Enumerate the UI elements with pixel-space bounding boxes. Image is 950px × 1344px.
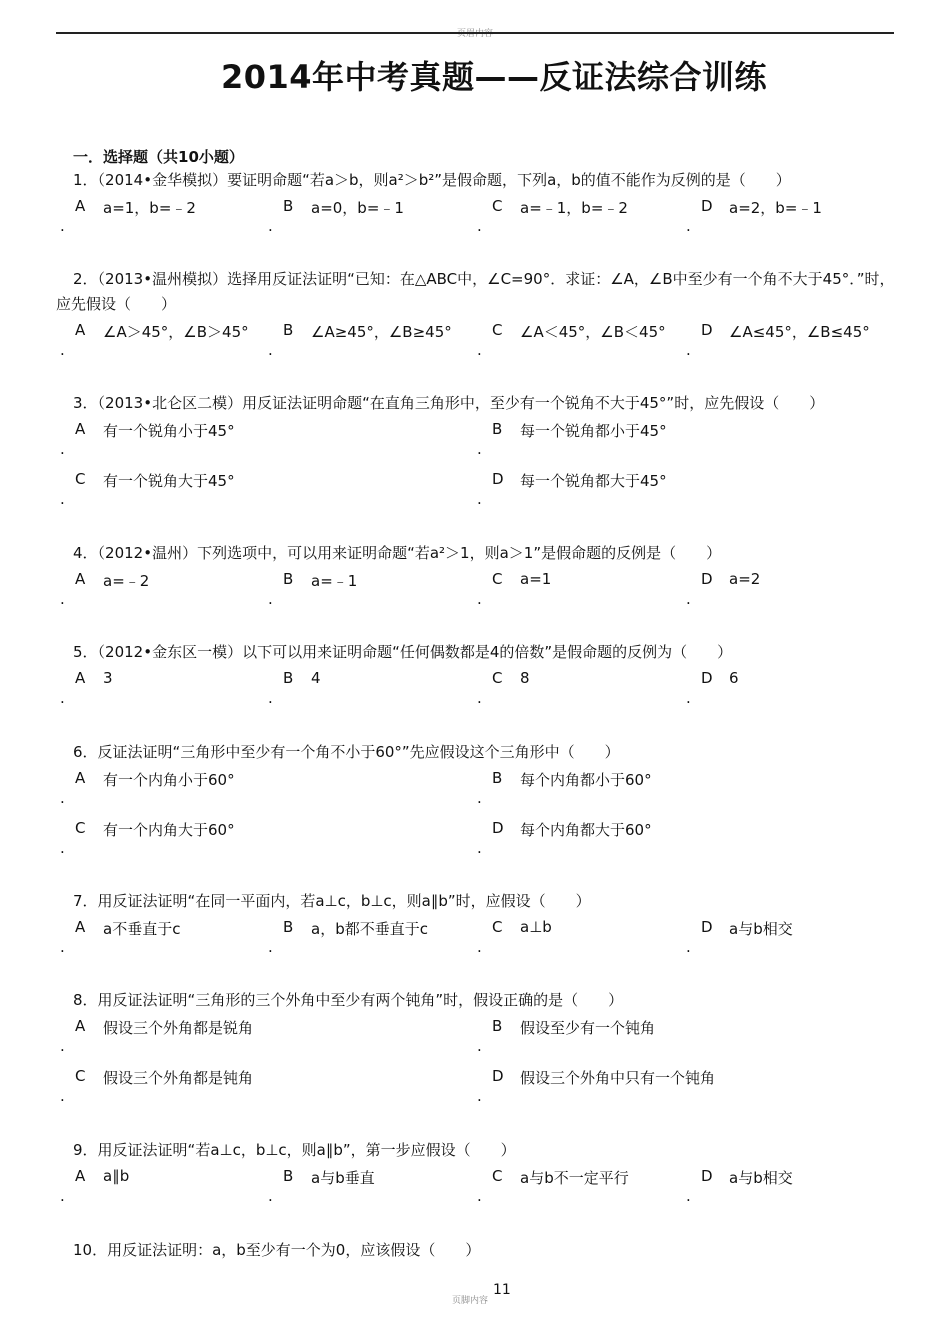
option-c: C 有一个内角大于60° . bbox=[60, 819, 235, 857]
option-letter: A bbox=[75, 1017, 86, 1035]
page-number: 11 bbox=[493, 1282, 511, 1298]
option-letter: C bbox=[75, 470, 86, 488]
option-letter: D bbox=[701, 669, 713, 687]
option-d: D a与b相交 . bbox=[686, 918, 793, 956]
option-b: B ∠A≥45°，∠B≥45° . bbox=[268, 321, 452, 359]
option-c: C a=1 . bbox=[477, 570, 552, 608]
document-title: 2014年中考真题——反证法综合训练 bbox=[220, 58, 768, 96]
page-footer-text: 页脚内容 bbox=[452, 1296, 489, 1306]
option-letter: D bbox=[492, 819, 504, 837]
question-stem: 5．（2012•金东区一模）以下可以用来证明命题“任何偶数都是4的倍数”是假命题的反例为（ ） bbox=[73, 643, 733, 661]
option-text: a与b垂直 bbox=[311, 1169, 375, 1187]
option-text: 假设三个外角都是钝角 bbox=[103, 1069, 254, 1087]
option-text: 每个内角都小于60° bbox=[520, 771, 652, 789]
option-text: 8 bbox=[520, 669, 530, 687]
option-text: a=﹣1，b=﹣2 bbox=[520, 199, 628, 217]
option-row bbox=[56, 466, 896, 516]
option-row bbox=[56, 1063, 896, 1113]
option-letter: C bbox=[492, 669, 503, 687]
option-a: A a∥b . bbox=[60, 1167, 130, 1205]
option-text: a与b不一定平行 bbox=[520, 1169, 629, 1187]
option-row bbox=[56, 765, 896, 815]
option-c: C a⊥b . bbox=[477, 918, 552, 956]
question-stem: 7．用反证法证明“在同一平面内，若a⊥c，b⊥c，则a∥b”时，应假设（ ） bbox=[73, 892, 591, 910]
option-text: a⊥b bbox=[520, 918, 552, 936]
option-text: a=1，b=﹣2 bbox=[103, 199, 196, 217]
option-letter: B bbox=[492, 1017, 503, 1035]
option-row bbox=[56, 317, 896, 367]
option-c: C a与b不一定平行 . bbox=[477, 1167, 629, 1205]
question-2 bbox=[56, 267, 896, 367]
option-text: a∥b bbox=[103, 1167, 130, 1185]
option-text: 6 bbox=[729, 669, 739, 687]
option-letter: A bbox=[75, 1167, 86, 1185]
question-6 bbox=[56, 740, 896, 865]
page-header-text: 页眉内容 bbox=[456, 29, 493, 39]
question-stem: 9．用反证法证明“若a⊥c，b⊥c，则a∥b”，第一步应假设（ ） bbox=[73, 1141, 516, 1159]
option-letter: B bbox=[283, 669, 294, 687]
option-letter: D bbox=[492, 470, 504, 488]
option-b: B 4 . bbox=[268, 669, 321, 707]
option-a: A a不垂直于c . bbox=[60, 918, 181, 956]
option-a: A 有一个锐角小于45° . bbox=[60, 420, 235, 458]
option-letter: A bbox=[75, 570, 86, 588]
option-letter: C bbox=[492, 321, 503, 339]
option-text: 有一个内角大于60° bbox=[103, 821, 235, 839]
option-text: 每个内角都大于60° bbox=[520, 821, 652, 839]
option-row bbox=[56, 914, 896, 964]
option-letter: D bbox=[701, 197, 713, 215]
option-text: 有一个内角小于60° bbox=[103, 771, 235, 789]
option-text: ∠A＜45°，∠B＜45° bbox=[520, 323, 666, 341]
option-row bbox=[56, 1163, 896, 1213]
option-letter: B bbox=[283, 570, 294, 588]
question-stem: 2．（2013•温州模拟）选择用反证法证明“已知：在△ABC中，∠C=90°．求证：∠A，∠B中至少有一个角不大于45°．”时，应先假设（ ） bbox=[56, 270, 895, 313]
option-b: B a=0，b=﹣1 . bbox=[268, 197, 404, 235]
option-text: 有一个锐角大于45° bbox=[103, 472, 235, 490]
option-text: ∠A≥45°，∠B≥45° bbox=[311, 323, 452, 341]
option-a: A ∠A＞45°，∠B＞45° . bbox=[60, 321, 249, 359]
option-letter: A bbox=[75, 321, 86, 339]
option-b: B a=﹣1 . bbox=[268, 570, 358, 608]
header-rule bbox=[56, 32, 894, 34]
option-b: B 每一个锐角都小于45° . bbox=[477, 420, 667, 458]
option-letter: D bbox=[701, 1167, 713, 1185]
question-3 bbox=[56, 391, 896, 516]
option-row bbox=[56, 416, 896, 466]
option-b: B a与b垂直 . bbox=[268, 1167, 375, 1205]
option-letter: B bbox=[283, 321, 294, 339]
option-row bbox=[56, 1013, 896, 1063]
option-c: C 有一个锐角大于45° . bbox=[60, 470, 235, 508]
option-letter: A bbox=[75, 769, 86, 787]
option-letter: D bbox=[701, 918, 713, 936]
option-text: a与b相交 bbox=[729, 1169, 793, 1187]
option-c: C a=﹣1，b=﹣2 . bbox=[477, 197, 628, 235]
option-d: D 每一个锐角都大于45° . bbox=[477, 470, 667, 508]
question-stem: 1．（2014•金华模拟）要证明命题“若a＞b，则a²＞b²”是假命题，下列a，b的值不能作为反例的是（ ） bbox=[73, 171, 791, 189]
option-row bbox=[56, 566, 896, 616]
option-letter: A bbox=[75, 669, 86, 687]
question-stem: 4．（2012•温州）下列选项中，可以用来证明命题“若a²＞1，则a＞1”是假命题的反例是（ ） bbox=[73, 544, 722, 562]
option-text: a=2 bbox=[729, 570, 761, 588]
option-c: C 8 . bbox=[477, 669, 530, 707]
option-row bbox=[56, 815, 896, 865]
option-letter: C bbox=[492, 570, 503, 588]
question-8 bbox=[56, 988, 896, 1113]
option-letter: D bbox=[701, 570, 713, 588]
option-d: D 假设三个外角中只有一个钝角 . bbox=[477, 1067, 716, 1105]
option-letter: C bbox=[492, 1167, 503, 1185]
option-text: 有一个锐角小于45° bbox=[103, 422, 235, 440]
option-b: B 每个内角都小于60° . bbox=[477, 769, 652, 807]
option-letter: D bbox=[701, 321, 713, 339]
section-heading: 一．选择题（共10小题） bbox=[73, 148, 244, 166]
option-letter: D bbox=[492, 1067, 504, 1085]
option-a: A 有一个内角小于60° . bbox=[60, 769, 235, 807]
option-d: D 每个内角都大于60° . bbox=[477, 819, 652, 857]
option-letter: B bbox=[283, 918, 294, 936]
question-10 bbox=[56, 1238, 896, 1263]
option-c: C 假设三个外角都是钝角 . bbox=[60, 1067, 254, 1105]
option-a: A 假设三个外角都是锐角 . bbox=[60, 1017, 254, 1055]
option-letter: B bbox=[492, 769, 503, 787]
question-9 bbox=[56, 1138, 896, 1213]
option-a: A 3 . bbox=[60, 669, 113, 707]
option-text: a=2，b=﹣1 bbox=[729, 199, 822, 217]
question-stem: 10．用反证法证明：a，b至少有一个为0，应该假设（ ） bbox=[73, 1241, 481, 1259]
question-1 bbox=[56, 168, 896, 243]
option-text: a=﹣1 bbox=[311, 572, 358, 590]
option-b: B 假设至少有一个钝角 . bbox=[477, 1017, 656, 1055]
option-d: D a与b相交 . bbox=[686, 1167, 793, 1205]
option-letter: C bbox=[492, 197, 503, 215]
option-letter: A bbox=[75, 918, 86, 936]
option-letter: B bbox=[283, 1167, 294, 1185]
option-letter: A bbox=[75, 197, 86, 215]
option-d: D a=2，b=﹣1 . bbox=[686, 197, 822, 235]
option-letter: A bbox=[75, 420, 86, 438]
option-text: 4 bbox=[311, 669, 321, 687]
option-letter: B bbox=[492, 420, 503, 438]
option-letter: C bbox=[75, 1067, 86, 1085]
option-a: A a=﹣2 . bbox=[60, 570, 150, 608]
option-d: D 6 . bbox=[686, 669, 739, 707]
option-text: 每一个锐角都大于45° bbox=[520, 472, 667, 490]
question-stem: 6．反证法证明“三角形中至少有一个角不小于60°”先应假设这个三角形中（ ） bbox=[73, 743, 620, 761]
option-text: 每一个锐角都小于45° bbox=[520, 422, 667, 440]
option-text: 假设三个外角都是锐角 bbox=[103, 1019, 254, 1037]
option-text: a=1 bbox=[520, 570, 552, 588]
question-5 bbox=[56, 640, 896, 715]
option-text: 3 bbox=[103, 669, 113, 687]
question-stem: 8．用反证法证明“三角形的三个外角中至少有两个钝角”时，假设正确的是（ ） bbox=[73, 991, 624, 1009]
question-4 bbox=[56, 541, 896, 616]
option-text: a与b相交 bbox=[729, 920, 793, 938]
option-text: ∠A＞45°，∠B＞45° bbox=[103, 323, 249, 341]
option-a: A a=1，b=﹣2 . bbox=[60, 197, 196, 235]
option-d: D a=2 . bbox=[686, 570, 761, 608]
option-text: ∠A≤45°，∠B≤45° bbox=[729, 323, 870, 341]
option-letter: B bbox=[283, 197, 294, 215]
option-b: B a，b都不垂直于c . bbox=[268, 918, 428, 956]
option-text: 假设三个外角中只有一个钝角 bbox=[520, 1069, 716, 1087]
question-7 bbox=[56, 889, 896, 964]
option-text: 假设至少有一个钝角 bbox=[520, 1019, 656, 1037]
option-text: a=0，b=﹣1 bbox=[311, 199, 404, 217]
option-text: a=﹣2 bbox=[103, 572, 150, 590]
option-c: C ∠A＜45°，∠B＜45° . bbox=[477, 321, 666, 359]
option-row bbox=[56, 665, 896, 715]
option-text: a不垂直于c bbox=[103, 920, 181, 938]
option-letter: C bbox=[75, 819, 86, 837]
option-letter: C bbox=[492, 918, 503, 936]
option-text: a，b都不垂直于c bbox=[311, 920, 428, 938]
option-row bbox=[56, 193, 896, 243]
question-stem: 3．（2013•北仑区二模）用反证法证明命题“在直角三角形中，至少有一个锐角不大于45°”时，应先假设（ ） bbox=[73, 394, 825, 412]
option-d: D ∠A≤45°，∠B≤45° . bbox=[686, 321, 870, 359]
